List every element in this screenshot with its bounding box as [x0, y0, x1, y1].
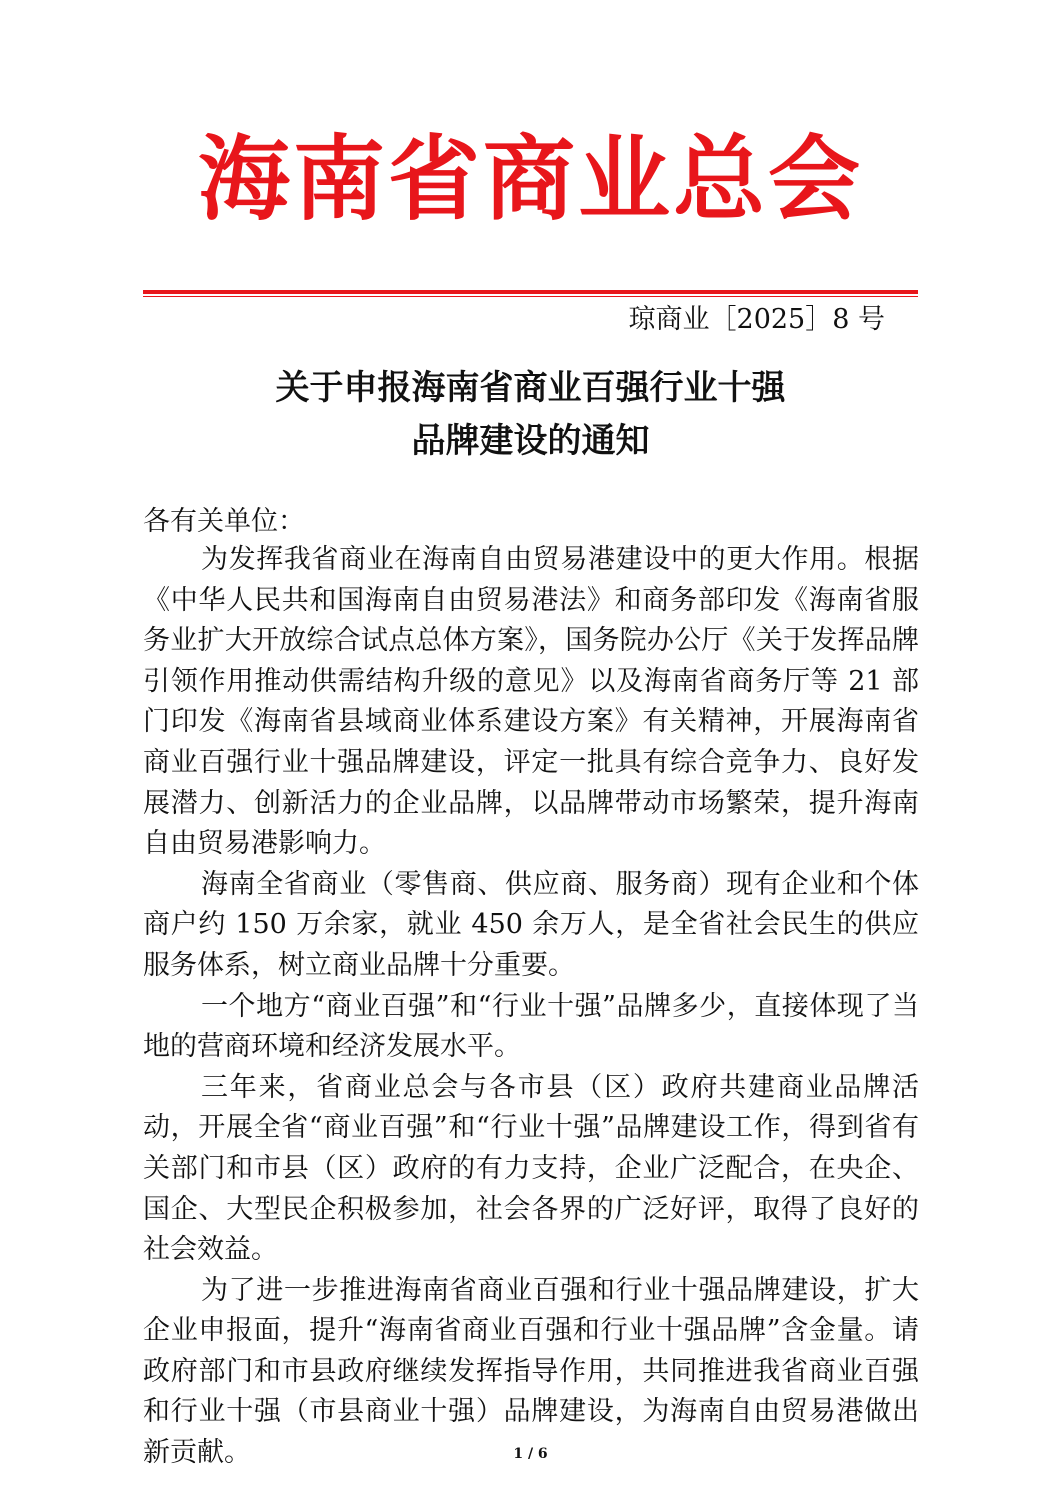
header-divider-thin — [143, 296, 918, 297]
body-paragraph: 为发挥我省商业在海南自由贸易港建设中的更大作用。根据《中华人民共和国海南自由贸易港法》和商务部印发《海南省服务业扩大开放综合试点总体方案》，国务院办公厅《关于发挥品牌引领作用推动供需结构升级的意见》以及海南省商务厅等 21 部门印发《海南省县域商业体系建设方案》有关精神，开展海南省商业百强行业十强品牌建设，评定一批具有综合竞争力、良好发展潜力、创新活力的企业品牌，以品牌带动市场繁荣，提升海南自由贸易港影响力。 — [143, 544, 919, 860]
body-paragraph: 为了进一步推进海南省商业百强和行业十强品牌建设，扩大企业申报面，提升“海南省商业百强和行业十强品牌”含金量。请政府部门和市县政府继续发挥指导作用，共同推进我省商业百强和行业十强（市县商业十强）品牌建设，为海南自由贸易港做出新贡献。 — [143, 1274, 919, 1469]
body-text — [143, 540, 919, 1474]
org-name-heading: 海南省商业总会 — [197, 126, 863, 233]
salutation: 各有关单位： — [143, 506, 305, 537]
header-divider-thick — [143, 290, 918, 294]
document-number: 琼商业［2025］8 号 — [628, 304, 885, 335]
body-paragraph: 三年来，省商业总会与各市县（区）政府共建商业品牌活动，开展全省“商业百强”和“行业十强”品牌建设工作，得到省有关部门和市县（区）政府的有力支持，企业广泛配合，在央企、国企、大型民企积极参加，社会各界的广泛好评，取得了良好的社会效益。 — [143, 1071, 919, 1266]
document-title-line-2: 品牌建设的通知 — [411, 421, 650, 461]
body-paragraph: 一个地方“商业百强”和“行业十强”品牌多少，直接体现了当地的营商环境和经济发展水平。 — [143, 990, 919, 1063]
body-paragraph: 海南全省商业（零售商、供应商、服务商）现有企业和个体商户约 150 万余家，就业 450 余万人，是全省社会民生的供应服务体系，树立商业品牌十分重要。 — [143, 868, 919, 981]
page-number: 1 / 6 — [513, 1446, 548, 1462]
document-title-line-1: 关于申报海南省商业百强行业十强 — [275, 368, 786, 408]
